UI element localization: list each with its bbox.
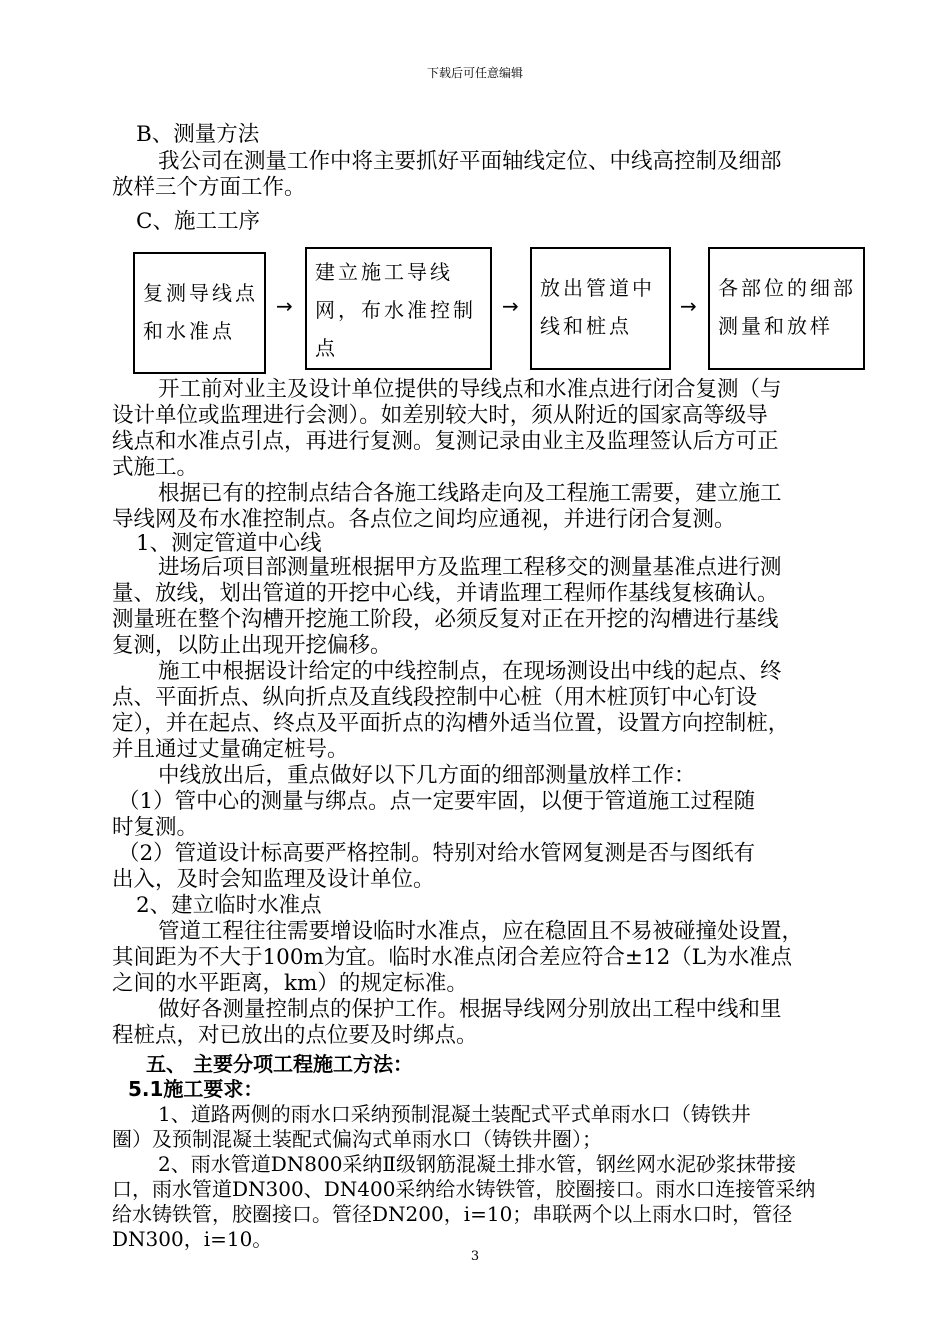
paragraph-line: 导线网及布水准控制点。各点位之间均应通视，并进行闭合复测。 bbox=[112, 507, 736, 532]
flow-step-1-line: 和水准点 bbox=[143, 319, 235, 343]
paragraph-line: 口，雨水管道DN300、DN400采纳给水铸铁管，胶圈接口。雨水口连接管采纳 bbox=[112, 1177, 816, 1201]
flow-step-4-line: 各部位的细部 bbox=[718, 276, 856, 300]
flow-step-2-line: 建立施工导线 bbox=[315, 260, 453, 284]
paragraph-line: 式施工。 bbox=[112, 455, 199, 480]
page-header: 下载后可任意编辑 bbox=[426, 66, 523, 80]
paragraph-line: 其间距为不大于100m为宜。临时水准点闭合差应符合±12（L为水准点 bbox=[112, 945, 793, 970]
paragraph-line: DN300，i=10。 bbox=[112, 1227, 273, 1251]
paragraph-line: 进场后项目部测量班根据甲方及监理工程移交的测量基准点进行测 bbox=[158, 555, 782, 580]
subheading: 2、建立临时水准点 bbox=[136, 893, 322, 918]
paragraph-line: 之间的水平距离，km）的规定标准。 bbox=[112, 971, 468, 996]
flow-arrow: → bbox=[502, 294, 519, 318]
paragraph-line: 开工前对业主及设计单位提供的导线点和水准点进行闭合复测（与 bbox=[158, 377, 782, 402]
paragraph-line: 程桩点，对已放出的点位要及时绑点。 bbox=[112, 1023, 478, 1048]
paragraph-line: 中线放出后，重点做好以下几方面的细部测量放样工作： bbox=[158, 763, 696, 788]
flow-step-2 bbox=[305, 247, 492, 370]
flow-step-2-line: 网，布水准控制 bbox=[315, 298, 476, 322]
paragraph-line: 设计单位或监理进行会测）。如差别较大时，须从附近的国家高等级导 bbox=[112, 403, 768, 428]
flow-step-3-line: 线和桩点 bbox=[540, 314, 632, 338]
subheading: 1、测定管道中心线 bbox=[136, 531, 322, 556]
paragraph-line: 给水铸铁管，胶圈接口。管径DN200，i=10；串联两个以上雨水口时，管径 bbox=[112, 1202, 793, 1226]
paragraph-line: 1、道路两侧的雨水口采纳预制混凝土装配式平式单雨水口（铸铁井 bbox=[158, 1102, 751, 1126]
section-heading: 5.1施工要求： bbox=[128, 1077, 264, 1101]
paragraph-line: 复测，以防止出现开挖偏移。 bbox=[112, 633, 392, 658]
paragraph-line: 施工中根据设计给定的中线控制点，在现场测设出中线的起点、终 bbox=[158, 659, 782, 684]
section-b-title: B、测量方法 bbox=[136, 122, 260, 147]
flow-step-1-line: 复测导线点 bbox=[143, 281, 258, 305]
paragraph-line: 根据已有的控制点结合各施工线路走向及工程施工需要，建立施工 bbox=[158, 481, 782, 506]
paragraph-line: 定），并在起点、终点及平面折点的沟槽外适当位置，设置方向控制桩， bbox=[112, 711, 790, 736]
paragraph-line: 做好各测量控制点的保护工作。根据导线网分别放出工程中线和里 bbox=[158, 997, 782, 1022]
paragraph-line: 量、放线，划出管道的开挖中心线，并请监理工程师作基线复核确认。 bbox=[112, 581, 779, 606]
paragraph-line: 我公司在测量工作中将主要抓好平面轴线定位、中线高控制及细部 bbox=[158, 149, 782, 174]
flow-step-3 bbox=[530, 247, 671, 370]
page-number: 3 bbox=[470, 1249, 480, 1264]
paragraph-line: （2）管道设计标高要严格控制。特别对给水管网复测是否与图纸有 bbox=[118, 841, 756, 866]
paragraph-line: 圈）及预制混凝土装配式偏沟式单雨水口（铸铁井圈）； bbox=[112, 1127, 602, 1151]
section-c-title: C、施工工序 bbox=[136, 209, 260, 234]
paragraph-line: 点、平面折点、纵向折点及直线段控制中心桩（用木桩顶钉中心钉设 bbox=[112, 685, 758, 710]
flow-step-4-line: 测量和放样 bbox=[718, 314, 833, 338]
paragraph-line: 2、雨水管道DN800采纳Ⅱ级钢筋混凝土排水管，钢丝网水泥砂浆抹带接 bbox=[158, 1152, 797, 1176]
flow-step-1 bbox=[133, 252, 266, 374]
paragraph-line: 测量班在整个沟槽开挖施工阶段，必须反复对正在开挖的沟槽进行基线 bbox=[112, 607, 779, 632]
flow-arrow: → bbox=[276, 294, 293, 318]
flow-arrow: → bbox=[680, 294, 697, 318]
paragraph-line: 出入，及时会知监理及设计单位。 bbox=[112, 867, 435, 892]
paragraph-line: （1）管中心的测量与绑点。点一定要牢固，以便于管道施工过程随 bbox=[118, 789, 756, 814]
paragraph-line: 时复测。 bbox=[112, 815, 199, 840]
paragraph-line: 放样三个方面工作。 bbox=[112, 175, 306, 200]
section-heading: 五、 主要分项工程施工方法： bbox=[146, 1052, 413, 1076]
paragraph-line: 并且通过丈量确定桩号。 bbox=[112, 737, 349, 762]
flow-step-4 bbox=[708, 247, 865, 370]
paragraph-line: 线点和水准点引点，再进行复测。复测记录由业主及监理签认后方可正 bbox=[112, 429, 779, 454]
paragraph-line: 管道工程往往需要增设临时水准点，应在稳固且不易被碰撞处设置， bbox=[158, 919, 804, 944]
flow-step-2-line: 点 bbox=[315, 336, 338, 360]
flow-step-3-line: 放出管道中 bbox=[540, 276, 655, 300]
